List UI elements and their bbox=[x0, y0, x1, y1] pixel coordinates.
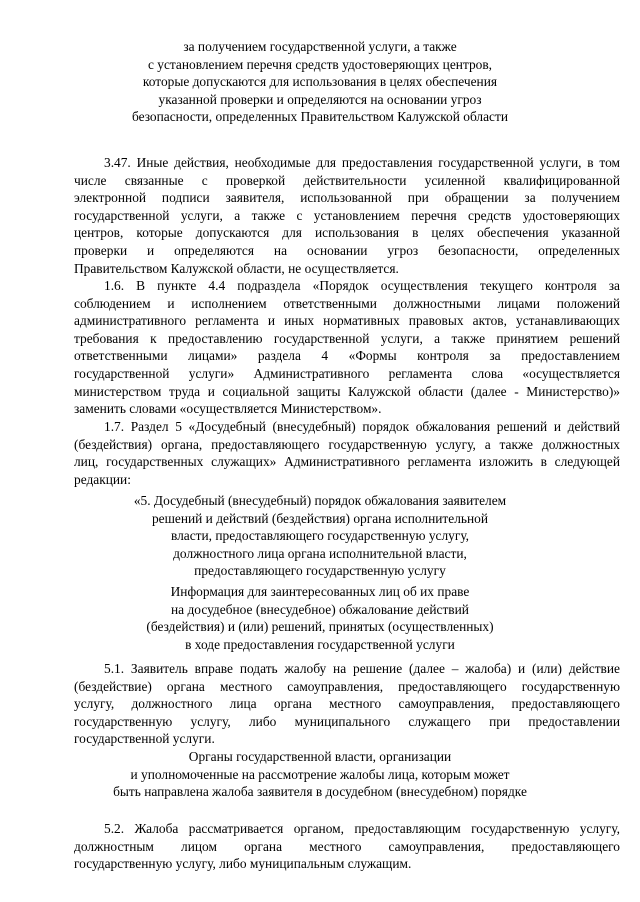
heading-line: Информация для заинтересованных лиц об их праве bbox=[170, 584, 470, 599]
paragraph-line: государственную услугу, либо муниципальным служащим. bbox=[74, 856, 412, 872]
heading-line: предоставляющего государственную услугу bbox=[194, 563, 446, 579]
paragraph-line: центров, которые допускаются для использования в целях обеспечения указанной bbox=[74, 225, 620, 241]
paragraph-line: государственной услуги. bbox=[74, 731, 215, 747]
paragraph-line: Правительством Калужской области, не осуществляется. bbox=[74, 260, 399, 276]
organs-heading bbox=[60, 748, 580, 801]
paragraph-1-7 bbox=[74, 418, 620, 488]
heading-line: должностного лица органа исполнительной власти, bbox=[173, 545, 467, 561]
heading-line: указанной проверки и определяются на основании угроз bbox=[158, 91, 482, 107]
paragraph-line: 5.2. Жалоба рассматривается органом, предоставляющим государственную услугу, bbox=[104, 821, 620, 836]
paragraph-line: требования к предоставлению государственной услуги, а также принятием решений bbox=[74, 330, 620, 346]
paragraph-line: (бездействие) органа местного самоуправления, предоставляющего государственную bbox=[74, 678, 620, 694]
paragraph-line: государственной услуги» Административного регламента слова «осуществляется bbox=[74, 365, 620, 381]
heading-line: которые допускаются для использования в целях обеспечения bbox=[142, 74, 498, 90]
section-5-heading bbox=[60, 492, 580, 580]
paragraph-line: министерством труда и социальной защиты Калужской области (далее - Министерство)» bbox=[74, 383, 620, 399]
paragraph-line: числе связанные с проверкой действительности усиленной квалифицированной bbox=[74, 172, 620, 188]
heading-line: быть направлена жалоба заявителя в досудебном (внесудебном) порядке bbox=[113, 784, 527, 800]
paragraph-line: административного регламента и иных нормативных правовых актов, устанавливающих bbox=[74, 313, 620, 329]
paragraph-line: 3.47. Иные действия, необходимые для предоставления государственной услуги, в том bbox=[104, 155, 620, 170]
paragraph-5-1 bbox=[74, 660, 620, 748]
paragraph-line: государственную услугу, либо муниципального служащего при предоставлении bbox=[74, 713, 620, 729]
paragraph-line: лиц, государственных служащих» Административного регламента изложить в следующей bbox=[74, 454, 620, 470]
paragraph-5-2 bbox=[74, 820, 620, 873]
paragraph-3-47 bbox=[74, 154, 620, 277]
paragraph-line: услугу, должностного лица органа местного самоуправления, предоставляющего bbox=[74, 696, 620, 712]
paragraph-1-6 bbox=[74, 277, 620, 418]
heading-line: безопасности, определенных Правительством Калужской области bbox=[131, 109, 509, 125]
paragraph-line: 5.1. Заявитель вправе подать жалобу на решение (далее – жалоба) и (или) действие bbox=[104, 661, 620, 676]
paragraph-line: проверки и определяются на основании угроз безопасности, определенных bbox=[74, 242, 620, 258]
paragraph-line: ответственными лицами» раздела 4 «Формы контроля за предоставлением bbox=[74, 348, 620, 364]
heading-line: Органы государственной власти, организации bbox=[188, 749, 452, 764]
heading-line: за получением государственной услуги, а также bbox=[183, 39, 457, 54]
paragraph-line: 1.6. В пункте 4.4 подраздела «Порядок осуществления текущего контроля за bbox=[104, 278, 620, 293]
heading-line: «5. Досудебный (внесудебный) порядок обжалования заявителем bbox=[133, 493, 507, 508]
paragraph-line: должностным лицом органа местного самоуправления, предоставляющего bbox=[74, 838, 620, 854]
heading-line: на досудебное (внесудебное) обжалование действий bbox=[171, 601, 469, 617]
paragraph-line: 1.7. Раздел 5 «Досудебный (внесудебный) порядок обжалования решений и действий bbox=[104, 419, 620, 434]
heading-line: (бездействия) и (или) решений, принятых (осуществленных) bbox=[146, 619, 494, 635]
heading-line: и уполномоченные на рассмотрение жалобы лица, которым может bbox=[130, 766, 510, 782]
heading-line: решений и действий (бездействия) органа исполнительной bbox=[151, 510, 489, 526]
heading-line: в ходе предоставления государственной услуги bbox=[185, 636, 455, 652]
paragraph-line: электронной подписи заявителя, использованной при обращении за получением bbox=[74, 190, 620, 206]
paragraph-line: заменить словами «осуществляется Министерством». bbox=[74, 401, 382, 417]
paragraph-line: соблюдением и исполнением ответственными должностными лицами положений bbox=[74, 295, 620, 311]
paragraph-line: (бездействия) органа, предоставляющего государственную услугу, а также должностных bbox=[74, 436, 620, 452]
top-heading bbox=[60, 38, 580, 126]
paragraph-line: редакции: bbox=[74, 471, 131, 487]
paragraph-line: государственной услуги, а также с установлением перечня средств удостоверяющих bbox=[74, 207, 620, 223]
info-heading bbox=[60, 583, 580, 653]
heading-line: с установлением перечня средств удостоверяющих центров, bbox=[147, 56, 493, 72]
heading-line: власти, предоставляющего государственную услугу, bbox=[170, 528, 470, 544]
